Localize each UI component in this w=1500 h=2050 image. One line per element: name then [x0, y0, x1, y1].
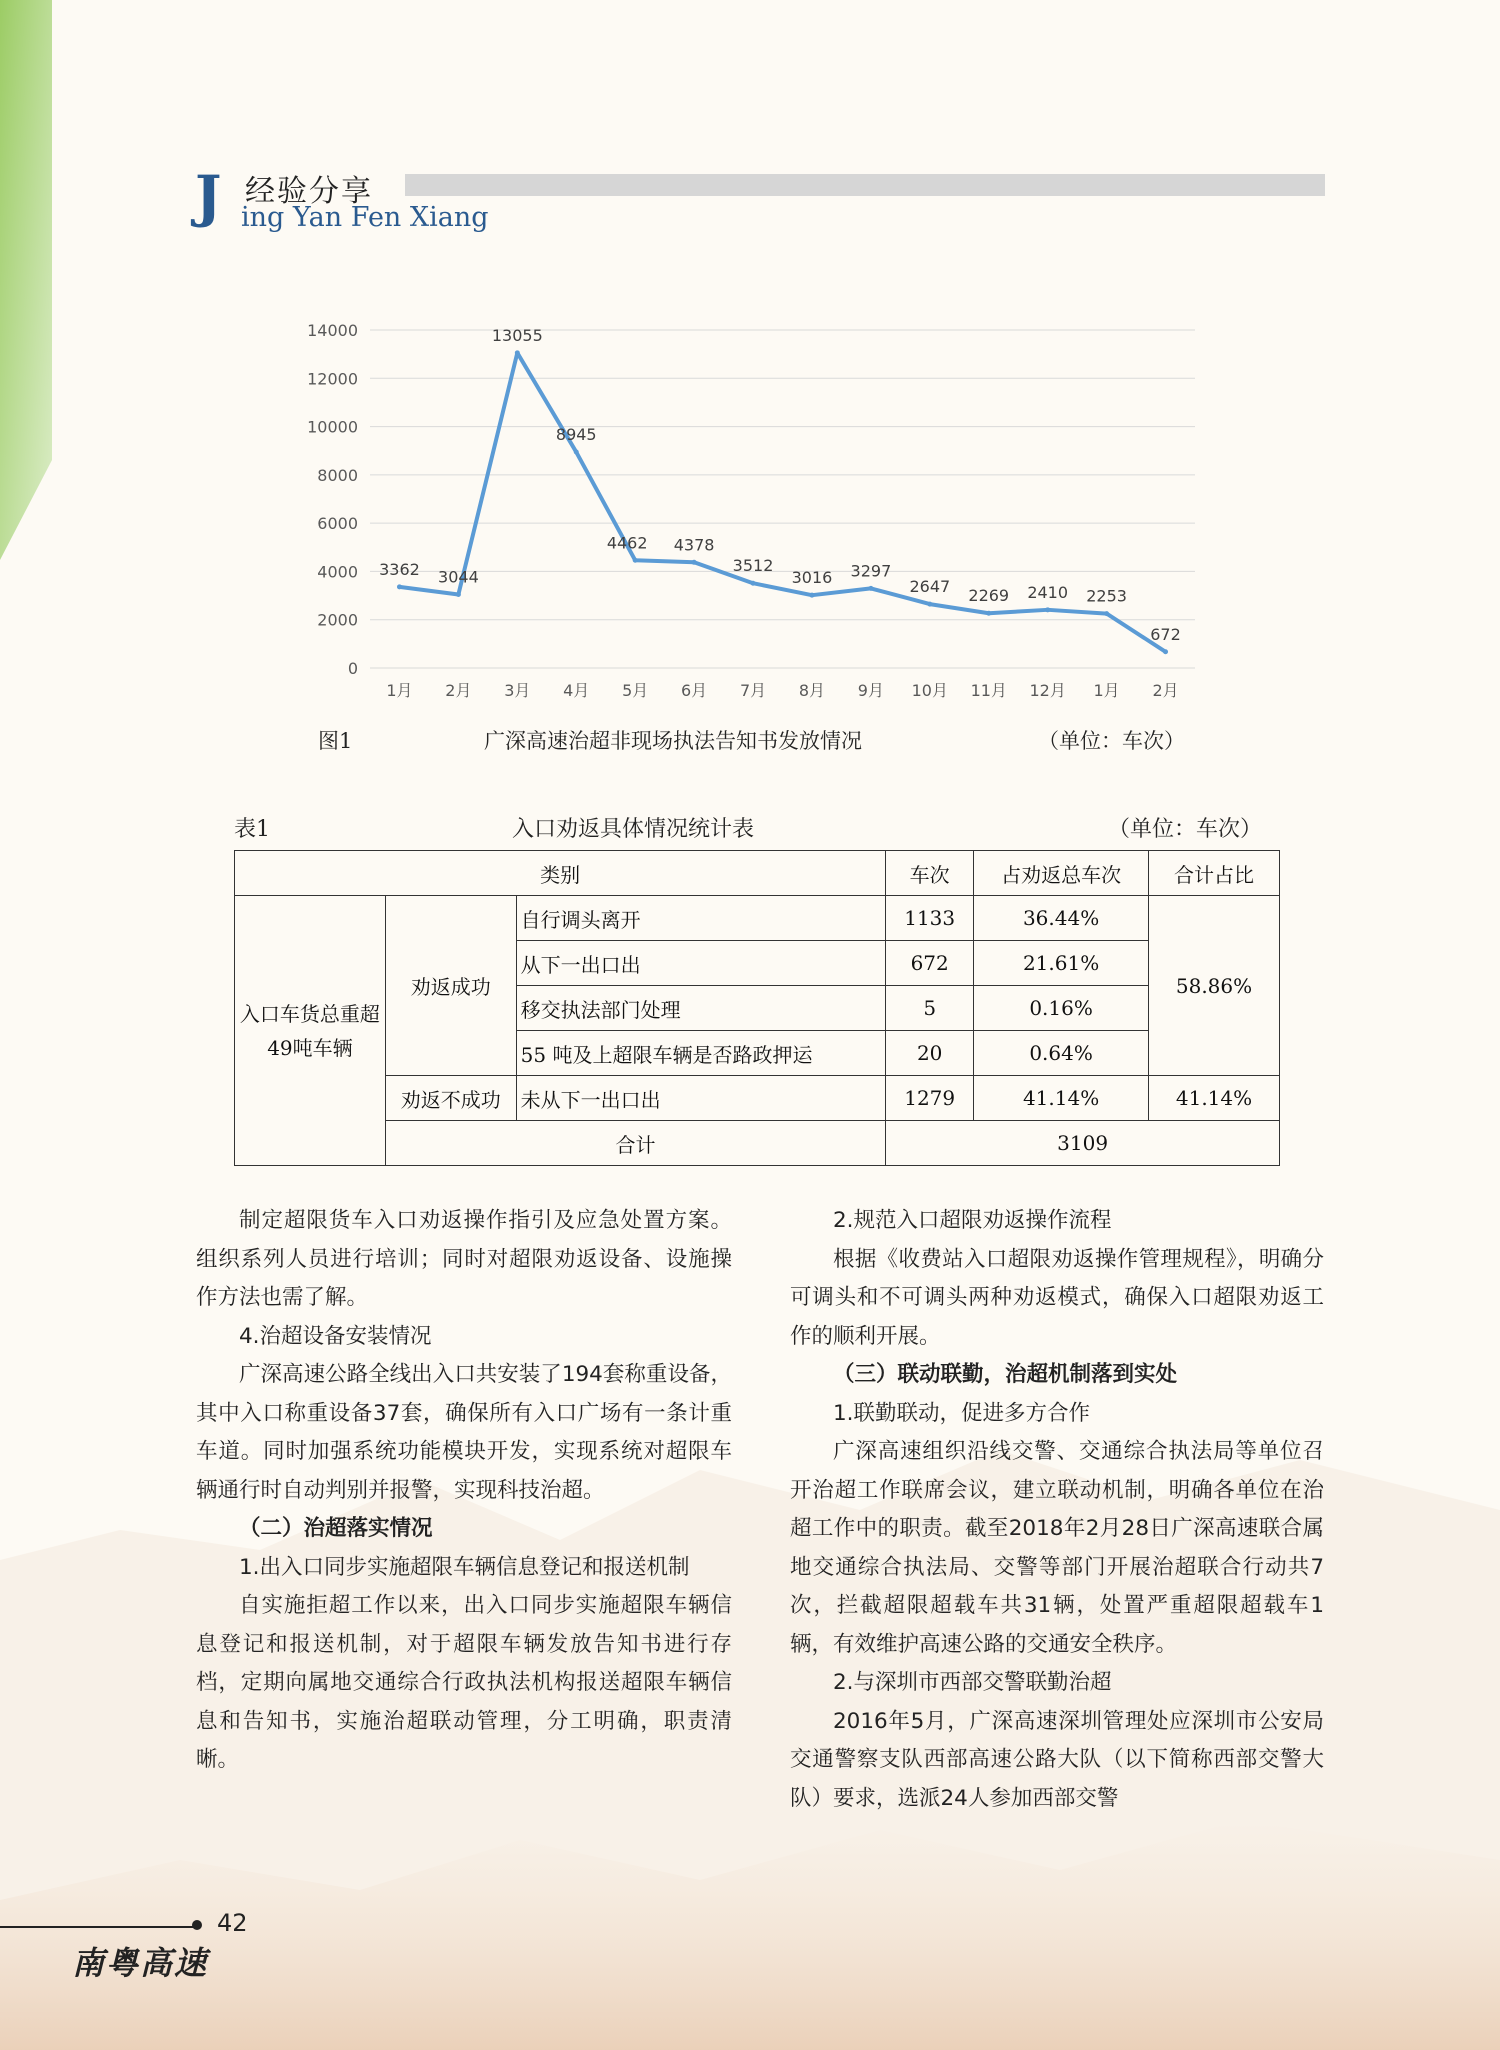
footer-dot — [192, 1920, 202, 1930]
data-point — [397, 584, 402, 589]
table-label: 表1 — [234, 817, 270, 842]
x-tick-label: 9月 — [857, 681, 884, 700]
x-tick-label: 10月 — [911, 681, 949, 700]
data-point — [574, 450, 579, 455]
data-label: 672 — [1150, 624, 1181, 644]
data-point — [986, 611, 991, 616]
header-bar — [405, 174, 1325, 196]
section-header — [195, 162, 1325, 242]
data-label: 3297 — [850, 561, 892, 581]
y-tick-label: 12000 — [307, 369, 358, 389]
y-tick-label: 0 — [347, 659, 358, 678]
success-total-cell: 58.86% — [1149, 896, 1280, 1076]
success-label-cell: 劝返成功 — [385, 896, 516, 1076]
data-point — [1045, 607, 1050, 612]
data-label: 3016 — [791, 568, 833, 588]
page-number: 42 — [217, 1909, 248, 1937]
data-point — [1163, 649, 1168, 654]
right-paragraph: 1.联勤联动，促进多方合作 — [833, 1400, 1091, 1426]
data-label: 3512 — [732, 556, 774, 576]
header-initial: J — [195, 164, 222, 230]
count-cell: 1133 — [886, 896, 974, 941]
right-paragraph: 2016年5月，广深高速深圳管理处应深圳市公安局交通警察支队西部高速公路大队（以下简称西部交警大队）要求，选派24人参加西部交警 — [790, 1708, 1324, 1811]
x-tick-label: 7月 — [739, 681, 767, 700]
right-paragraph: 根据《收费站入口超限劝返操作管理规程》，明确分可调头和不可调头两种劝返模式，确保入口超限劝返工作的顺利开展。 — [790, 1246, 1324, 1349]
y-tick-label: 6000 — [317, 514, 358, 534]
left-paragraph: 自实施拒超工作以来，出入口同步实施超限车辆信息登记和报送机制，对于超限车辆发放告知书进行存档，定期向属地交通综合行政执法机构报送超限车辆信息和告知书，实施治超联动管理，分工明确，职责清晰。 — [196, 1593, 732, 1772]
pct-cell: 0.16% — [974, 986, 1149, 1031]
y-tick-label: 10000 — [307, 417, 358, 437]
line-chart — [290, 300, 1225, 720]
header-cell: 合计占比 — [1149, 851, 1280, 896]
pct-cell: 21.61% — [974, 941, 1149, 986]
pct-cell: 41.14% — [974, 1076, 1149, 1121]
y-tick-label: 4000 — [317, 562, 358, 582]
y-tick-label: 14000 — [307, 321, 358, 340]
y-tick-label: 2000 — [317, 610, 358, 630]
item-cell: 未从下一出口出 — [516, 1076, 886, 1121]
count-cell: 1279 — [886, 1076, 974, 1121]
table-row — [235, 896, 1280, 941]
fail-label-cell: 劝返不成功 — [385, 1076, 516, 1121]
table-unit: （单位：车次） — [1108, 817, 1263, 842]
x-tick-label: 3月 — [504, 681, 531, 700]
right-paragraph: 2.规范入口超限劝返操作流程 — [833, 1208, 1112, 1233]
x-tick-label: 2月 — [445, 681, 472, 700]
data-label: 8945 — [555, 425, 597, 445]
sum-value-cell: 3109 — [886, 1121, 1280, 1166]
decorative-stripe — [0, 0, 60, 560]
left-text-column — [196, 1202, 732, 1780]
x-tick-label: 2月 — [1152, 681, 1179, 700]
header-cell: 占劝返总车次 — [974, 851, 1149, 896]
pct-cell: 0.64% — [974, 1031, 1149, 1076]
data-label: 3362 — [379, 559, 420, 579]
table-row — [235, 1076, 1280, 1121]
right-paragraph: 广深高速组织沿线交警、交通综合执法局等单位召开治超工作联席会议，建立联动机制，明确各单位在治超工作中的职责。截至2018年2月28日广深高速联合属地交通综合执法局、交警等部门开展治超联合行动共7次，拦截超限超载车共31辆，处置严重超限超载车1辆，有效维护高速公路的交通安全秩序。 — [790, 1439, 1324, 1657]
x-tick-label: 1月 — [386, 681, 413, 700]
footer-rule — [0, 1926, 195, 1928]
sum-label-cell: 合计 — [385, 1121, 885, 1166]
table-title: 入口劝返具体情况统计表 — [512, 817, 755, 842]
series-line — [399, 353, 1165, 652]
table-sum-row — [235, 1121, 1280, 1166]
data-label: 2410 — [1027, 582, 1069, 602]
brand-logo: 南粤高速 — [72, 1944, 209, 1982]
data-point — [809, 593, 814, 598]
data-point — [1104, 611, 1109, 616]
item-cell: 从下一出口出 — [516, 941, 886, 986]
data-point — [927, 602, 932, 607]
figure-unit: （单位：车次） — [1038, 729, 1185, 753]
x-tick-label: 11月 — [970, 681, 1007, 700]
data-point — [515, 350, 520, 355]
header-title-en: ing Yan Fen Xiang — [241, 202, 489, 233]
left-paragraph: 4.治超设备安装情况 — [239, 1323, 432, 1349]
data-label: 13055 — [491, 325, 543, 345]
item-cell: 自行调头离开 — [516, 896, 886, 941]
data-point — [868, 586, 873, 591]
count-cell: 672 — [886, 941, 974, 986]
header-title-cn: 经验分享 — [245, 174, 373, 209]
left-paragraph: 广深高速公路全线出入口共安装了194套称重设备，其中入口称重设备37套，确保所有入口广场有一条计重车道。同时加强系统功能模块开发，实现系统对超限车辆通行时自动判别并报警，实现科技治超。 — [196, 1362, 732, 1503]
item-cell: 移交执法部门处理 — [516, 986, 886, 1031]
count-cell: 5 — [886, 986, 974, 1031]
right-paragraph: （三）联动联勤，治超机制落到实处 — [833, 1362, 1178, 1387]
x-tick-label: 5月 — [622, 681, 649, 700]
table-header-row — [235, 851, 1280, 896]
left-paragraph: （二）治超落实情况 — [239, 1516, 433, 1541]
x-tick-label: 1月 — [1093, 681, 1120, 700]
left-paragraph: 制定超限货车入口劝返操作指引及应急处置方案。组织系列人员进行培训；同时对超限劝返设备、设施操作方法也需了解。 — [196, 1208, 732, 1310]
data-label: 4378 — [673, 535, 715, 555]
x-tick-label: 4月 — [563, 681, 590, 700]
data-label: 3044 — [438, 567, 479, 587]
item-cell: 55 吨及上超限车辆是否路政押运 — [516, 1031, 886, 1076]
x-tick-label: 8月 — [798, 681, 826, 700]
group-cell: 入口车货总重超49吨车辆 — [235, 896, 386, 1166]
data-label: 2647 — [909, 577, 951, 597]
right-paragraph: 2.与深圳市西部交警联勤治超 — [833, 1670, 1112, 1695]
data-label: 2269 — [968, 586, 1010, 606]
count-cell: 20 — [886, 1031, 974, 1076]
x-tick-label: 12月 — [1029, 681, 1066, 700]
data-point — [633, 558, 638, 563]
data-point — [692, 560, 697, 565]
stat-table — [234, 850, 1280, 1166]
data-label: 2253 — [1086, 586, 1127, 606]
header-cell: 车次 — [886, 851, 974, 896]
figure-title: 广深高速治超非现场执法告知书发放情况 — [484, 729, 862, 753]
right-text-column — [790, 1202, 1324, 1818]
pct-cell: 36.44% — [974, 896, 1149, 941]
data-point — [751, 581, 756, 586]
data-label: 4462 — [606, 533, 648, 553]
figure-label: 图1 — [318, 729, 353, 753]
data-point — [456, 592, 461, 597]
x-tick-label: 6月 — [681, 681, 708, 700]
header-cell: 类别 — [235, 851, 886, 896]
y-tick-label: 8000 — [317, 465, 358, 485]
fail-total-cell: 41.14% — [1149, 1076, 1280, 1121]
left-paragraph: 1.出入口同步实施超限车辆信息登记和报送机制 — [239, 1554, 690, 1580]
